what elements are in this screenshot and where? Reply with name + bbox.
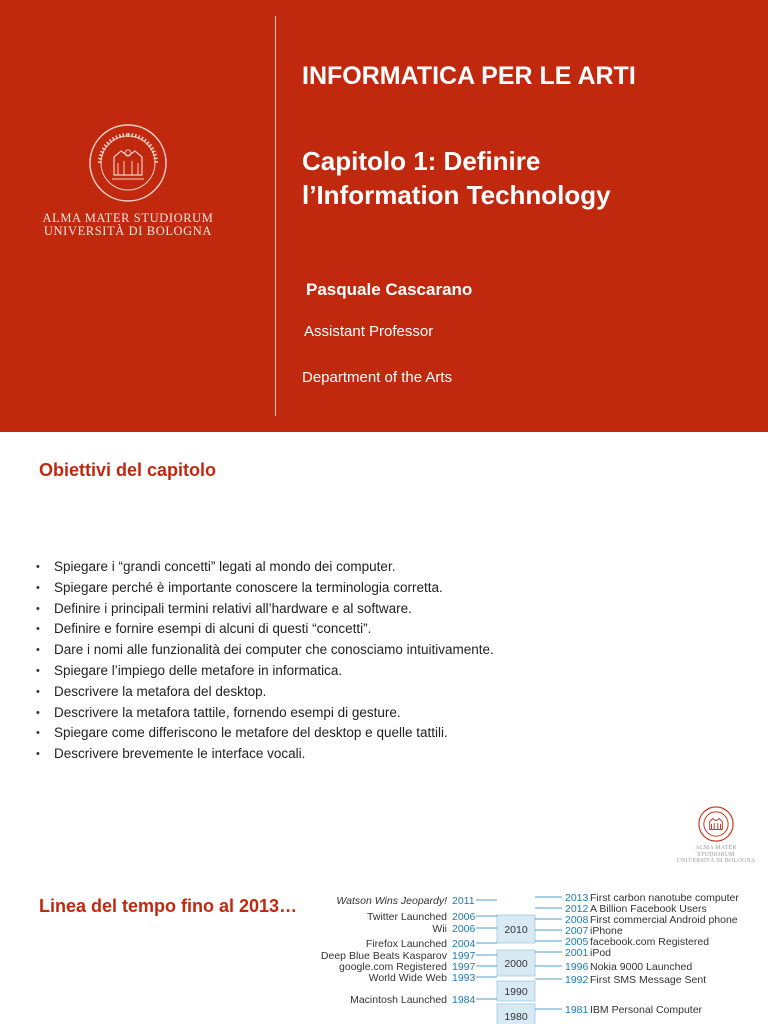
timeline-event-label: Twitter Launched (367, 911, 447, 923)
title-slide (0, 0, 768, 432)
chapter-title-line-1: Capitolo 1: Definire (302, 146, 541, 176)
decade-label: 1980 (504, 1011, 528, 1023)
objective-item: • Spiegare perché è importante conoscere la terminologia corretta. (36, 578, 494, 599)
objectives-title: Obiettivi del capitolo (39, 460, 217, 480)
university-seal-small-icon (698, 806, 734, 842)
timeline-event-label: Deep Blue Beats Kasparov (320, 950, 447, 962)
timeline-title: Linea del tempo fino al 2013… (39, 896, 298, 916)
university-line-1: ALMA MATER STUDIORUM (42, 211, 214, 225)
timeline-event-label: A Billion Facebook Users (590, 903, 707, 915)
timeline-event-year: 2011 (452, 895, 475, 907)
author-name: Pasquale Cascarano (306, 280, 473, 299)
timeline-graphic (0, 864, 768, 1024)
chapter-title-line-2: l’Information Technology (302, 180, 611, 210)
timeline-event-label: Macintosh Launched (350, 994, 447, 1006)
timeline-event-year: 2013 (565, 892, 589, 904)
decade-label: 2010 (504, 924, 528, 936)
course-title: INFORMATICA PER LE ARTI (302, 62, 636, 90)
timeline-event-year: 1993 (452, 972, 476, 984)
timeline-event-label: World Wide Web (368, 972, 447, 984)
objective-item: • Definire e fornire esempi di alcuni di questi “concetti”. (36, 619, 494, 640)
timeline-event-year: 1984 (452, 994, 476, 1006)
timeline-event-year: 2006 (452, 911, 476, 923)
objectives-slide (0, 432, 768, 864)
timeline-event-year: 1997 (452, 950, 476, 962)
timeline-event-label: First carbon nanotube computer (590, 892, 739, 904)
timeline-event-label: IBM Personal Computer (590, 1004, 703, 1016)
timeline-event-year: 2008 (565, 914, 589, 926)
objective-item: • Descrivere brevemente le interface vocali. (36, 744, 494, 765)
timeline-event-year: 1996 (565, 961, 589, 973)
objectives-list (36, 557, 494, 765)
university-name-small (676, 845, 756, 865)
objective-item: • Descrivere la metafora tattile, fornendo esempi di gesture. (36, 703, 494, 724)
decade-label: 1990 (504, 986, 528, 998)
university-seal-icon (88, 123, 168, 203)
timeline-event-year: 2005 (565, 936, 589, 948)
timeline-event-label: Nokia 9000 Launched (590, 961, 693, 973)
university-small-line-2: UNIVERSITÀ DI BOLOGNA (676, 858, 756, 864)
timeline-event-label: Firefox Launched (365, 938, 447, 950)
timeline-event-year: 2007 (565, 925, 589, 937)
decade-label: 2000 (504, 958, 528, 970)
chapter-title (302, 144, 611, 212)
objective-item: • Spiegare i “grandi concetti” legati al mondo dei computer. (36, 557, 494, 578)
timeline-event-label: iPhone (590, 925, 623, 937)
timeline-event-year: 2006 (452, 923, 476, 935)
timeline-event-label: Wii (432, 923, 447, 935)
objective-item: • Descrivere la metafora del desktop. (36, 682, 494, 703)
objective-item: • Definire i principali termini relativi all’hardware e al software. (36, 599, 494, 620)
timeline-event-year: 1992 (565, 974, 589, 986)
university-name (30, 212, 226, 238)
timeline-event-label: First SMS Message Sent (590, 974, 707, 986)
timeline-event-year: 2012 (565, 903, 589, 915)
timeline-event-label: facebook.com Registered (590, 936, 710, 948)
objective-item: • Spiegare come differiscono le metafore del desktop e quelle tattili. (36, 723, 494, 744)
timeline-event-year: 2004 (452, 938, 476, 950)
timeline-event-year: 1997 (452, 961, 476, 973)
timeline-event-label: First commercial Android phone (590, 914, 738, 926)
author-department: Department of the Arts (302, 369, 453, 386)
vertical-divider (275, 16, 276, 416)
university-line-2: UNIVERSITÀ DI BOLOGNA (43, 224, 213, 238)
timeline-event-label: google.com Registered (339, 961, 447, 973)
timeline-event-year: 2001 (565, 947, 589, 959)
timeline-event-label: iPod (590, 947, 612, 959)
timeline-event-year: 1981 (565, 1004, 589, 1016)
author-role: Assistant Professor (304, 323, 434, 340)
objective-item: • Spiegare l’impiego delle metafore in informatica. (36, 661, 494, 682)
timeline-slide (0, 864, 768, 1024)
timeline-event-label: Watson Wins Jeopardy! (336, 895, 447, 907)
objective-item: • Dare i nomi alle funzionalità dei computer che conosciamo intuitivamente. (36, 640, 494, 661)
university-small-line-1: ALMA MATER STUDIORUM (695, 845, 737, 858)
